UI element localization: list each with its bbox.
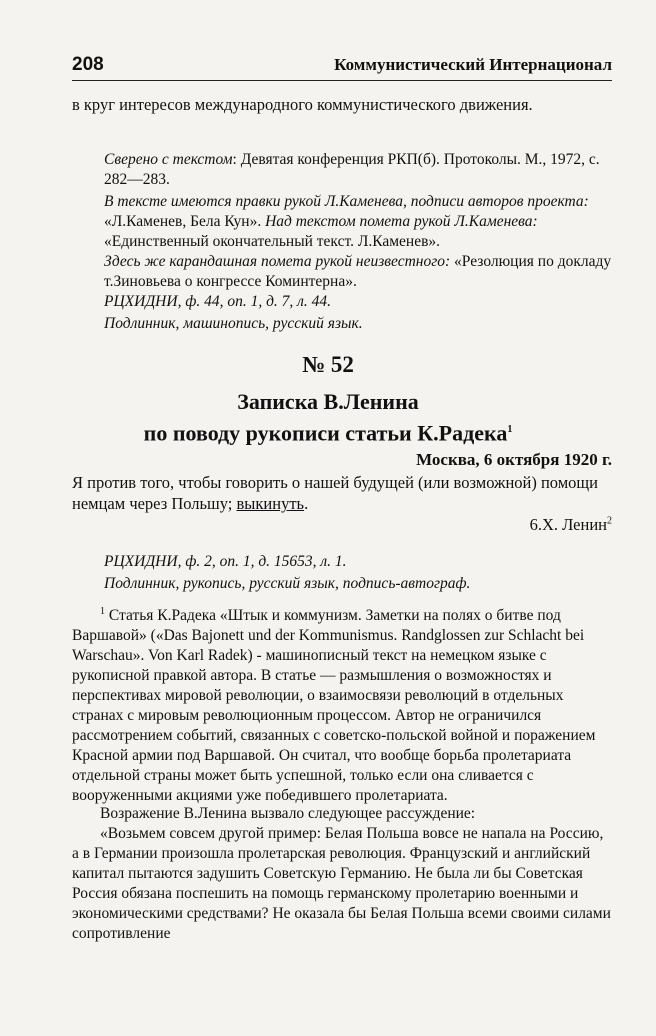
verification-label: Сверено с текстом: [104, 151, 233, 168]
footnote-paragraph-2: Возражение В.Ленина вызвало следующее рассуждение:: [100, 805, 476, 822]
edits-note-part2: Над текстом помета рукой Л.Каменева:: [261, 213, 538, 230]
signature-footnote-marker: 2: [607, 515, 612, 527]
archive-desc-1: Подлинник, машинопись, русский язык.: [104, 315, 363, 332]
document-body: [72, 472, 612, 514]
edits-note: [104, 192, 612, 292]
signature-text: 6.Х. Ленин: [529, 515, 607, 534]
footnote-1: [72, 602, 612, 806]
running-title: Коммунистический Интернационал: [334, 55, 612, 74]
footnote-marker: 1: [100, 606, 105, 617]
underlined-word: выкинуть: [236, 494, 305, 513]
archive-ref-1: РЦХИДНИ, ф. 44, оп. 1, д. 7, л. 44.: [104, 293, 332, 310]
edits-note-quote1: «Л.Каменев, Бела Кун».: [104, 213, 262, 230]
signature: [530, 515, 612, 535]
archive-ref-2: РЦХИДНИ, ф. 2, оп. 1, д. 15653, л. 1.: [104, 553, 347, 570]
footnote-paragraph-1: Статья К.Радека «Штык и коммунизм. Заметки на полях о битве под Варшавой» («Das Bajonett und der Kommunismus. Randglossen zur Schlacht bei Warschau». Von Karl Radek) - машинописный текст на немецком языке с рукописной правкой автора. В статье — размышления о возможностях и перспективах мировой революции, о взаимосвязи революций в отдельных странах с мировым революционным процессом. Автор не ограничился рассмотрением событий, связанных с советско-польской войной и поражением Красной армии под Варшавой. Он считал, что вообще борьба пролетариата отдельной страны может быть успешной, только если она сливается с вооруженными акциями уже победившего пролетариата.: [72, 607, 596, 805]
header-rule: [72, 80, 612, 81]
document-title-line2: по поводу рукописи статьи К.Радека: [143, 420, 508, 446]
archive-desc-2: Подлинник, рукопись, русский язык, подпись-автограф.: [104, 575, 471, 592]
document-title-line1: Записка В.Ленина: [237, 389, 419, 414]
page-number: 208: [72, 54, 104, 75]
edits-note-part1: В тексте имеются правки рукой Л.Каменева, подписи авторов проекта:: [104, 193, 589, 210]
verification-text: : Девятая конференция РКП(б). Протоколы. М., 1972, с. 282—283.: [104, 151, 600, 188]
edits-note-quote3: «Резолюция по докладу т.Зиновьева о конгрессе Коминтерна».: [104, 253, 612, 290]
page-header: [72, 54, 612, 80]
edits-note-quote2: «Единственный окончательный текст. Л.Каменев».: [104, 233, 441, 250]
document-number: № 52: [302, 352, 354, 377]
footnote-paragraph-3: «Возьмем совсем другой пример: Белая Польша вовсе не напала на Россию, а в Германии произошла пролетарская революция. Французский и английский капитал пытаются задушить Советскую Германию. Не была ли бы Советская Россия обязана поспешить на помощь германскому пролетарию военными и экономическими средствами? Не оказала бы Белая Польша всеми своими силами сопротивление: [72, 825, 611, 942]
verification-note: [104, 150, 612, 190]
document-title: [0, 388, 656, 447]
continuation-text: в круг интересов международного коммунистического движения.: [72, 95, 533, 114]
title-footnote-marker: 1: [507, 424, 513, 435]
edits-note-part3: Здесь же карандашная помета рукой неизвестного:: [104, 253, 455, 270]
document-body-end: .: [304, 494, 309, 513]
document-body-text: Я против того, чтобы говорить о нашей будущей (или возможной) помощи немцам через Польшу;: [72, 473, 598, 513]
place-date: Москва, 6 октября 1920 г.: [416, 450, 612, 469]
